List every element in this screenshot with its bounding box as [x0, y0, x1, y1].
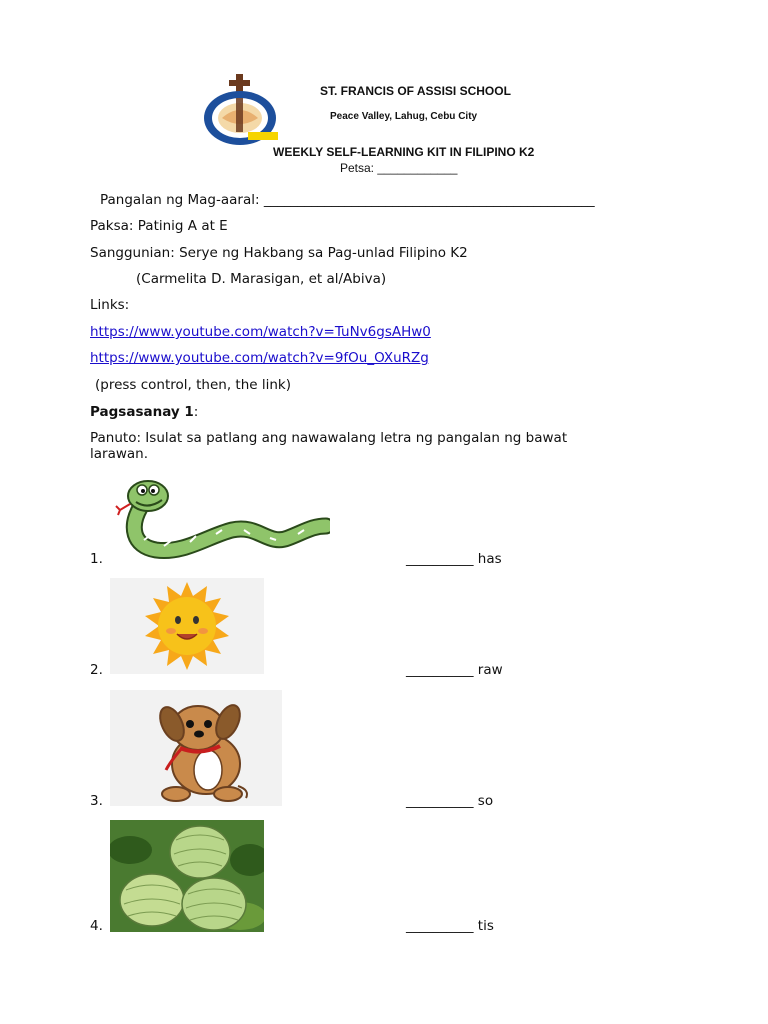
snake-picture	[112, 474, 330, 562]
item-3-number: 3.	[90, 793, 103, 809]
exercise-title-colon: :	[193, 404, 199, 420]
links-note: (press control, then, the link)	[95, 377, 292, 393]
instructions-line-1: Panuto: Isulat sa patlang ang nawawalang letra ng pangalan ng bawat	[90, 430, 568, 446]
item-4-answer-blank: __________ tis	[406, 918, 494, 934]
exercise-title	[90, 404, 198, 420]
kit-title: WEEKLY SELF-LEARNING KIT IN FILIPINO K2	[273, 145, 535, 159]
instructions-line-2: larawan.	[90, 446, 149, 462]
item-1-number: 1.	[90, 551, 103, 567]
item-2-number: 2.	[90, 662, 103, 678]
item-1-answer-blank: __________ has	[406, 551, 502, 567]
item-3-answer-blank: __________ so	[406, 793, 494, 809]
topic-line: Paksa: Patinig A at E	[90, 218, 228, 234]
dog-picture	[110, 690, 282, 806]
youtube-link-2[interactable]: https://www.youtube.com/watch?v=9fOu_OXuRZg	[90, 350, 429, 366]
authors-line: (Carmelita D. Marasigan, et al/Abiva)	[136, 271, 387, 287]
sugar-apple-picture	[110, 820, 264, 932]
exercise-title-text: Pagsasanay 1	[90, 404, 194, 420]
sun-picture	[110, 578, 264, 674]
youtube-link-1[interactable]: https://www.youtube.com/watch?v=TuNv6gsAHw0	[90, 324, 431, 340]
school-name: ST. FRANCIS OF ASSISI SCHOOL	[320, 84, 511, 98]
links-label: Links:	[90, 297, 130, 313]
school-seal	[200, 72, 280, 150]
school-address: Peace Valley, Lahug, Cebu City	[330, 111, 478, 122]
item-2-answer-blank: __________ raw	[406, 662, 503, 678]
date-line: Petsa: ____________	[340, 161, 458, 175]
item-4-number: 4.	[90, 918, 103, 934]
student-name-line: Pangalan ng Mag-aaral: _________________________________________________	[100, 192, 595, 208]
reference-line: Sanggunian: Serye ng Hakbang sa Pag-unlad Filipino K2	[90, 245, 468, 261]
